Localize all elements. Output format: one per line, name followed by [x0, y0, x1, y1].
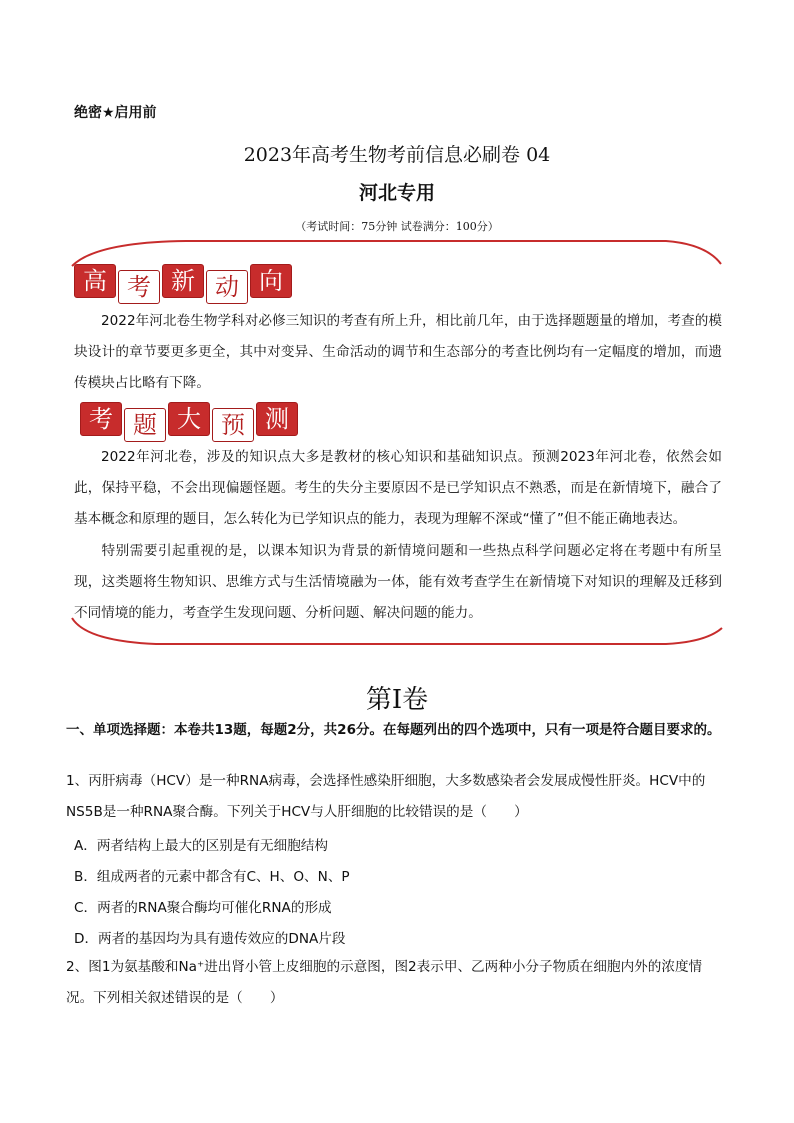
question-1-option-c: C．两者的RNA聚合酶均可催化RNA的形成: [74, 900, 332, 916]
secret-label: 绝密★启用前: [74, 105, 157, 121]
badge-char: 高: [74, 264, 116, 298]
badge-char: 动: [206, 270, 248, 304]
paragraph-text: 特别需要引起重视的是，以课本知识为背景的新情境问题和一些热点科学问题必定将在考题中有所呈现，这类题将生物知识、思维方式与生活情境融为一体，能有效考查学生在新情境下对知识的理解及迁移到不同情境的能力，考查学生发现问题、分析问题、解决问题的能力。: [74, 543, 722, 621]
paragraph-emphasis: [74, 536, 722, 629]
badge-char: 大: [168, 402, 210, 436]
badge-predictions: [80, 402, 300, 442]
paragraph-text: 2022年河北卷，涉及的知识点大多是教材的核心知识和基础知识点。预测2023年河北卷，依然会如此，保持平稳，不会出现偏题怪题。考生的失分主要原因不是已学知识点不熟悉，而是在新情境下，融合了基本概念和原理的题目，怎么转化为已学知识点的能力，表现为理解不深或“懂了”但不能正确地表达。: [74, 449, 722, 527]
badge-char: 新: [162, 264, 204, 298]
question-1-option-a: A．两者结构上最大的区别是有无细胞结构: [74, 838, 328, 854]
badge-char: 向: [250, 264, 292, 298]
exam-info: （考试时间：75分钟 试卷满分：100分）: [295, 220, 499, 233]
section-instructions: 一、单项选择题：本卷共13题，每题2分，共26分。在每题列出的四个选项中，只有一项是符合题目要求的。: [66, 722, 721, 738]
paragraph-text: 2022年河北卷生物学科对必修三知识的考查有所上升，相比前几年，由于选择题题量的增加，考查的模块设计的章节要更多更全，其中对变异、生命活动的调节和生态部分的考查比例均有一定幅度的增加，而遗传模块占比略有下降。: [74, 313, 722, 391]
badge-exam-trends: [74, 264, 294, 304]
page-subtitle: 河北专用: [358, 182, 435, 204]
badge-char: 考: [118, 270, 160, 304]
paragraph-trends: [74, 306, 722, 399]
question-1-option-b: B．组成两者的元素中都含有C、H、O、N、P: [74, 869, 350, 885]
page-title: 2023年高考生物考前信息必刷卷 04: [243, 144, 551, 166]
section-title: 第Ⅰ卷: [365, 685, 429, 715]
badge-char: 题: [124, 408, 166, 442]
badge-char: 测: [256, 402, 298, 436]
paragraph-prediction: [74, 442, 722, 535]
badge-char: 预: [212, 408, 254, 442]
question-1-stem: 1、丙肝病毒（HCV）是一种RNA病毒，会选择性感染肝细胞，大多数感染者会发展成慢性肝炎。HCV中的NS5B是一种RNA聚合酶。下列关于HCV与人肝细胞的比较错误的是（ ）: [66, 773, 706, 820]
question-1-option-d: D．两者的基因均为具有遗传效应的DNA片段: [74, 931, 346, 947]
question-2-stem: 2、图1为氨基酸和Na⁺进出肾小管上皮细胞的示意图，图2表示甲、乙两种小分子物质在细胞内外的浓度情况。下列相关叙述错误的是（ ）: [66, 959, 703, 1006]
badge-char: 考: [80, 402, 122, 436]
